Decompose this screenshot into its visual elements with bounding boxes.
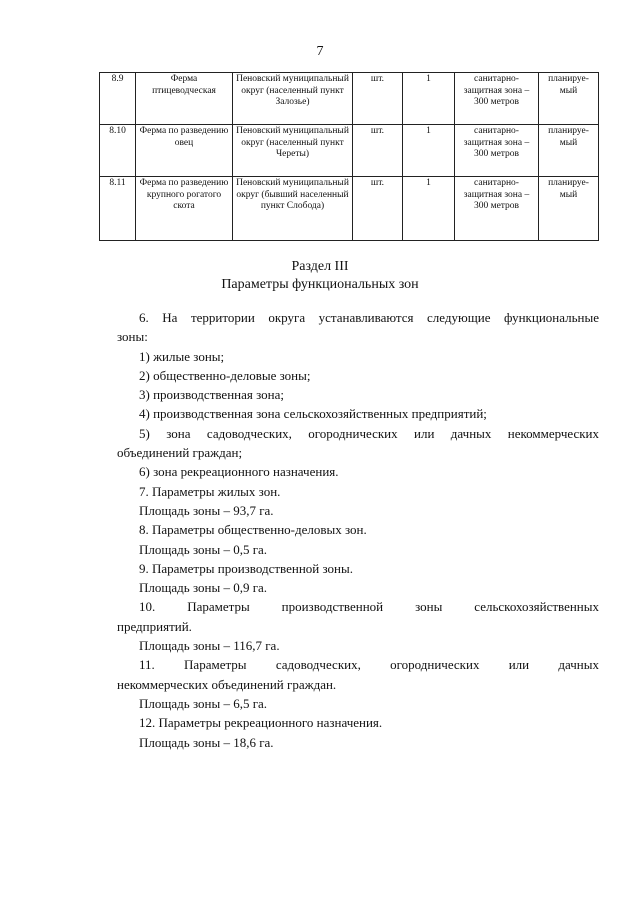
list-item: 2) общественно-деловые зоны; xyxy=(139,367,311,383)
object-location: Пеновский муниципальный округ (населенный пункт Череты) xyxy=(233,125,353,177)
document-body xyxy=(117,308,599,752)
list-item: 4) производственная зона сельскохозяйственных предприятий; xyxy=(139,406,487,422)
table-row xyxy=(100,73,599,125)
list-item: 1) жилые зоны; xyxy=(139,348,225,364)
object-name: Ферма по разведению крупного рогатого скота xyxy=(136,177,233,241)
paragraph-7: 7. Параметры жилых зон. xyxy=(139,483,281,499)
object-status: планируе-мый xyxy=(539,73,599,125)
paragraph-6-continued: зоны: xyxy=(117,329,148,345)
list-item: 5) зона садоводческих, огороднических или дачных некоммерческих xyxy=(139,425,599,441)
list-item: 6) зона рекреационного назначения. xyxy=(139,464,339,480)
section-title: Параметры функциональных зон xyxy=(221,277,419,292)
object-count: 1 xyxy=(403,73,455,125)
object-count: 1 xyxy=(403,125,455,177)
list-item-continued: объединений граждан; xyxy=(117,445,243,461)
object-zone: санитарно-защитная зона – 300 метров xyxy=(455,73,539,125)
table-row xyxy=(100,125,599,177)
object-zone: санитарно-защитная зона – 300 метров xyxy=(455,125,539,177)
zone-area: Площадь зоны – 0,5 га. xyxy=(139,541,268,557)
paragraph-11-continued: некоммерческих объединений граждан. xyxy=(117,676,337,692)
object-zone: санитарно-защитная зона – 300 метров xyxy=(455,177,539,241)
object-count: 1 xyxy=(403,177,455,241)
paragraph-6: 6. На территории округа устанавливаются следующие функциональные xyxy=(139,310,599,325)
objects-table xyxy=(99,72,599,241)
zone-area: Площадь зоны – 116,7 га. xyxy=(139,638,280,654)
zone-area: Площадь зоны – 18,6 га. xyxy=(139,734,274,750)
object-name: Ферма по разведению овец xyxy=(136,125,233,177)
object-unit: шт. xyxy=(353,177,403,241)
table-row xyxy=(100,177,599,241)
paragraph-10: 10. Параметры производственной зоны сельскохозяйственных xyxy=(139,599,599,615)
object-unit: шт. xyxy=(353,73,403,125)
object-status: планируе-мый xyxy=(539,125,599,177)
object-name: Ферма птицеводческая xyxy=(136,73,233,125)
paragraph-10-continued: предприятий. xyxy=(117,618,192,634)
object-unit: шт. xyxy=(353,125,403,177)
zone-area: Площадь зоны – 93,7 га. xyxy=(139,502,274,518)
object-location: Пеновский муниципальный округ (бывший населенный пункт Слобода) xyxy=(233,177,353,241)
row-number: 8.9 xyxy=(100,73,136,125)
list-item: 3) производственная зона; xyxy=(139,387,285,403)
zone-area: Площадь зоны – 0,9 га. xyxy=(139,580,268,596)
paragraph-9: 9. Параметры производственной зоны. xyxy=(139,560,353,576)
section-heading: Раздел III xyxy=(291,259,349,274)
page-number: 7 xyxy=(316,44,324,59)
row-number: 8.11 xyxy=(100,177,136,241)
paragraph-8: 8. Параметры общественно-деловых зон. xyxy=(139,522,367,538)
paragraph-12: 12. Параметры рекреационного назначения. xyxy=(139,715,383,731)
object-status: планируе-мый xyxy=(539,177,599,241)
paragraph-11: 11. Параметры садоводческих, огороднических или дачных xyxy=(139,657,599,673)
row-number: 8.10 xyxy=(100,125,136,177)
zone-area: Площадь зоны – 6,5 га. xyxy=(139,695,268,711)
object-location: Пеновский муниципальный округ (населенный пункт Залозье) xyxy=(233,73,353,125)
